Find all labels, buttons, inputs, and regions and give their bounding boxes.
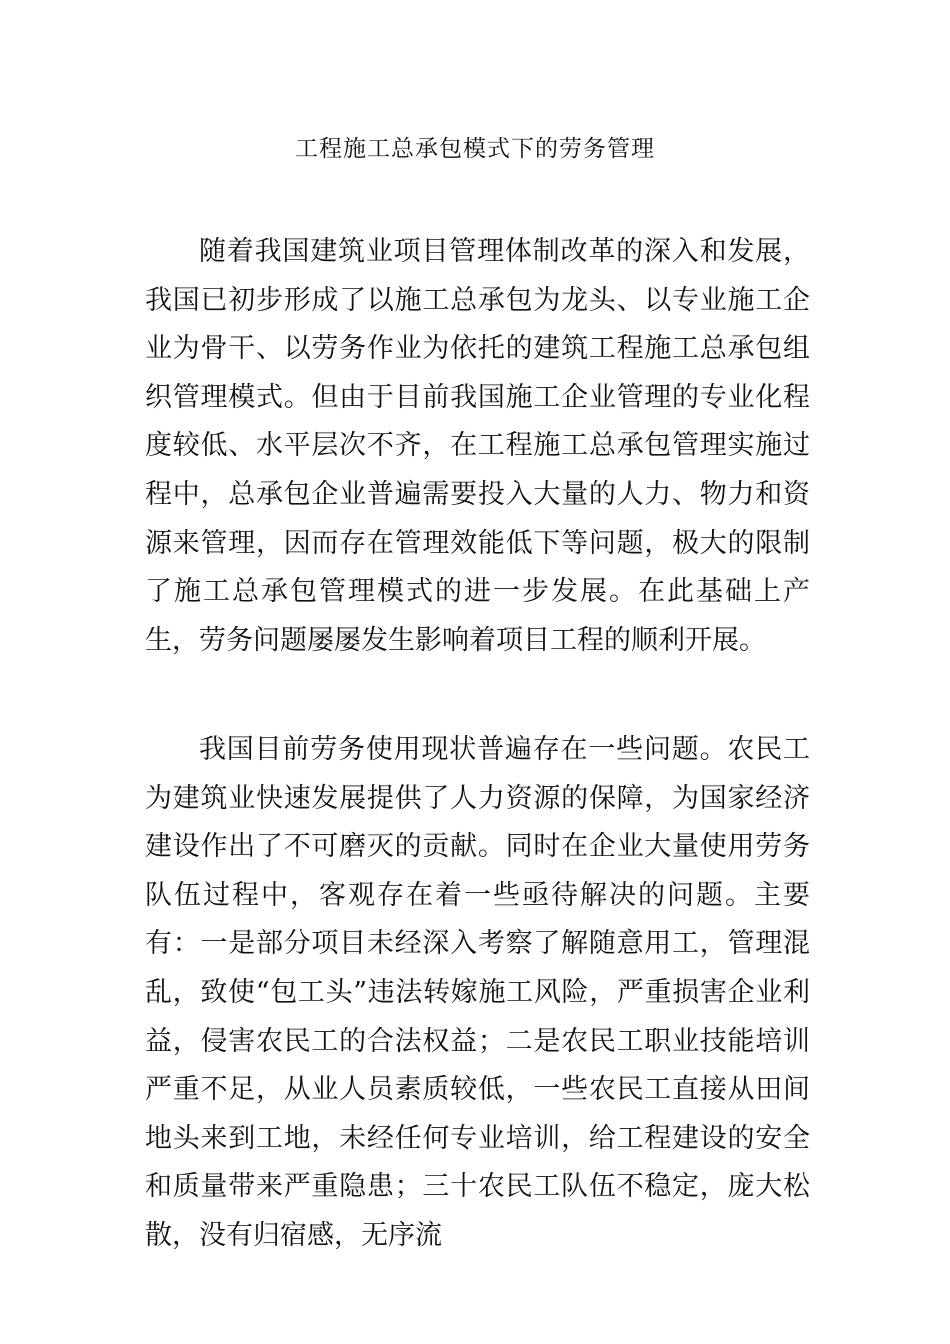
document-title: 工程施工总承包模式下的劳务管理 [295, 136, 655, 162]
body-paragraph-1: 随着我国建筑业项目管理体制改革的深入和发展，我国已初步形成了以施工总承包为龙头、以专业施工企业为骨干、以劳务作业为依托的建筑工程施工总承包组织管理模式。但由于目前我国施工企业管理的专业化程度较低、水平层次不齐，在工程施工总承包管理实施过程中，总承包企业普遍需要投入大量的人力、物力和资源来管理，因而存在管理效能低下等问题，极大的限制了施工总承包管理模式的进一步发展。在此基础上产生，劳务问题屡屡发生影响着项目工程的顺利开展。 [145, 236, 810, 656]
body-paragraph-2: 我国目前劳务使用现状普遍存在一些问题。农民工为建筑业快速发展提供了人力资源的保障，为国家经济建设作出了不可磨灭的贡献。同时在企业大量使用劳务队伍过程中，客观存在着一些亟待解决的问题。主要有：一是部分项目未经深入考察了解随意用工，管理混乱，致使“包工头”违法转嫁施工风险，严重损害企业利益，侵害农民工的合法权益；二是农民工职业技能培训严重不足，从业人员素质较低，一些农民工直接从田间地头来到工地，未经任何专业培训，给工程建设的安全和质量带来严重隐患；三十农民工队伍不稳定，庞大松散，没有归宿感，无序流 [145, 734, 810, 1251]
